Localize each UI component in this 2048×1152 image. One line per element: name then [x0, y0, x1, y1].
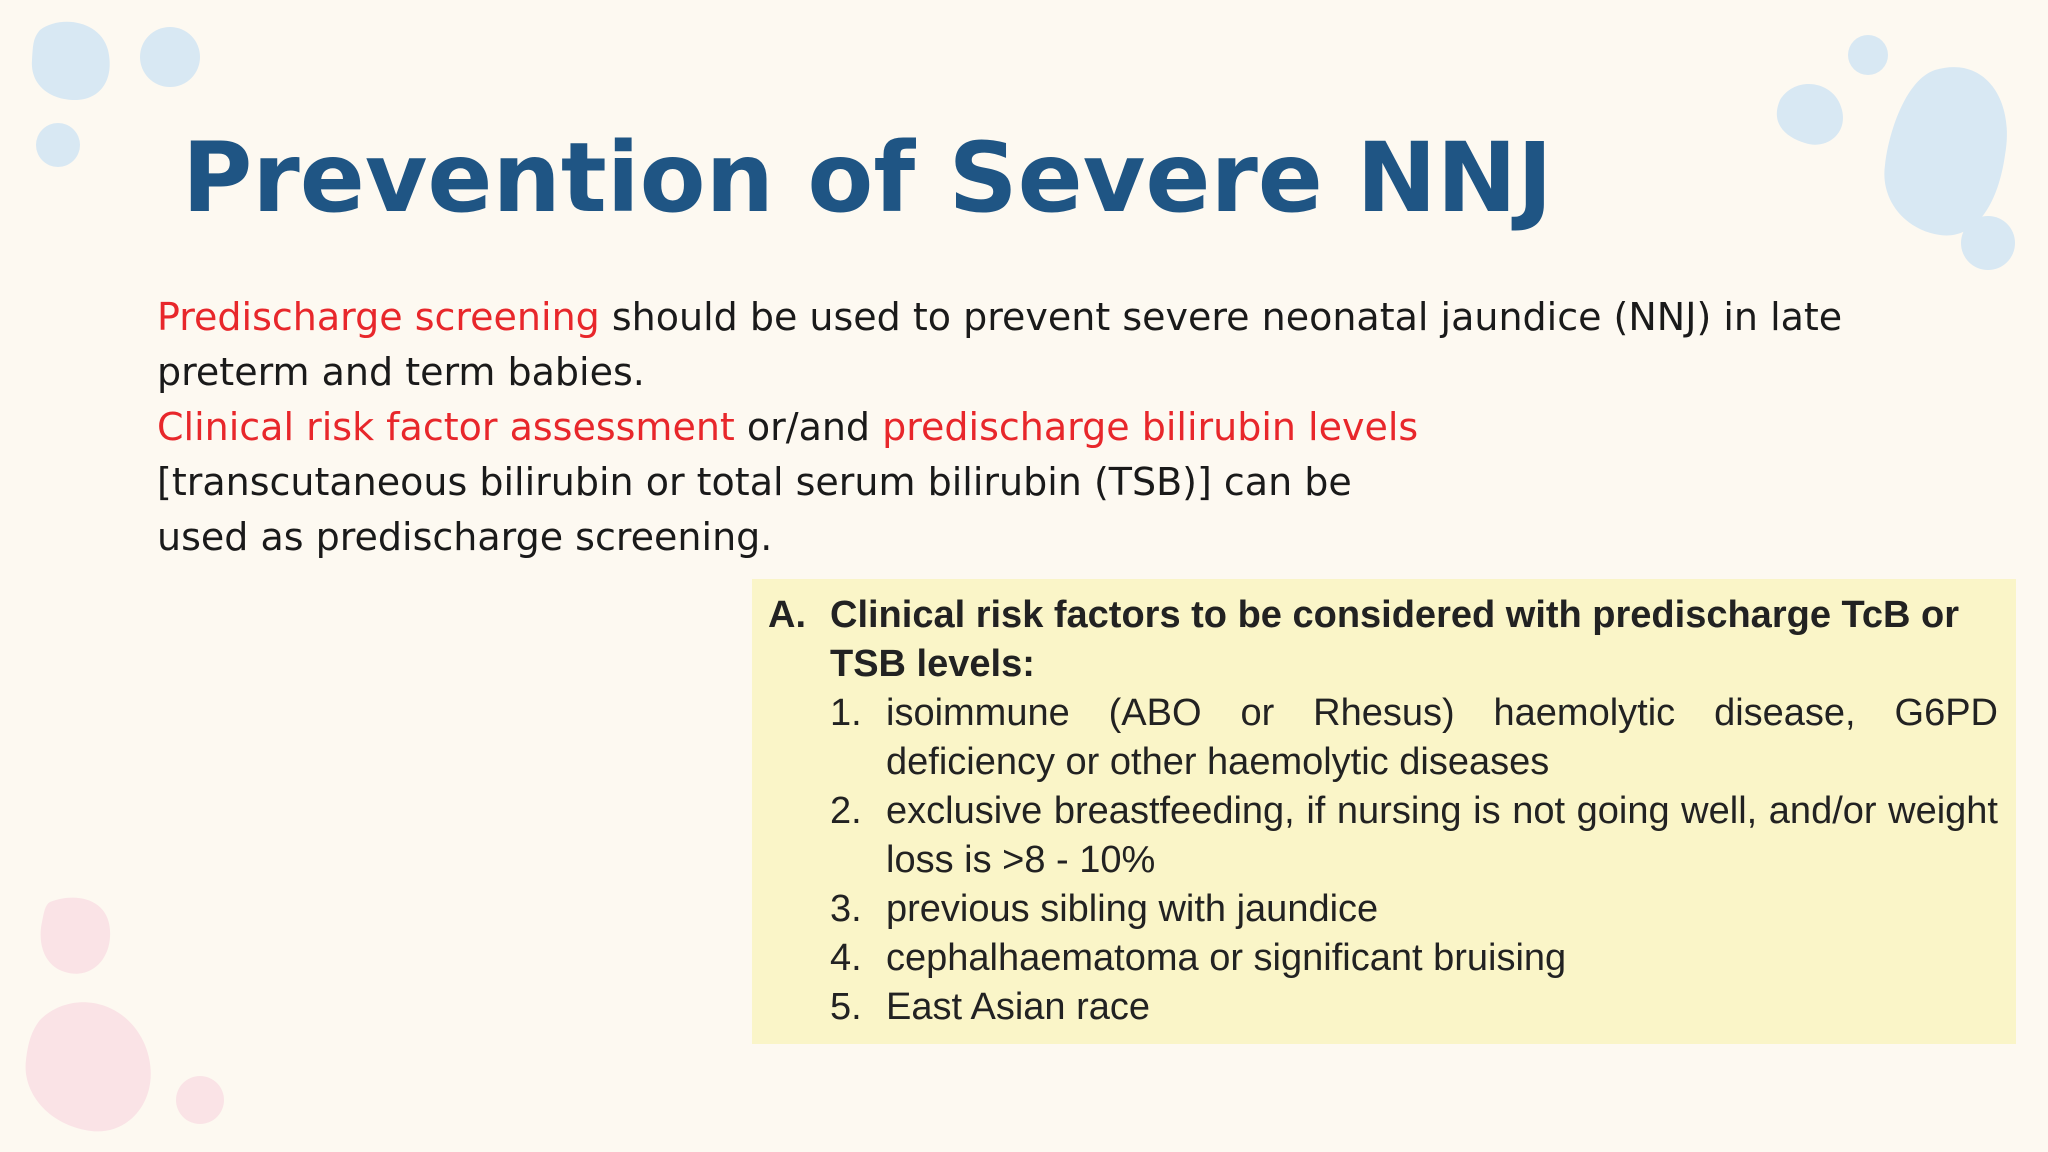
paragraph-screening: [157, 290, 1977, 400]
paragraph-assessment-line-2: [transcutaneous bilirubin or total serum bilirubin (TSB)] can be: [157, 460, 1352, 504]
list-item-text: cephalhaematoma or significant bruising: [886, 937, 1567, 979]
body-text: [157, 290, 1977, 565]
list-item: [830, 934, 1998, 983]
list-item-number: 4.: [830, 937, 862, 979]
decor-blobs-bottom-left: [0, 880, 240, 1152]
risk-factors-list: [830, 689, 1998, 1032]
list-item: [830, 787, 1998, 885]
list-item: [830, 689, 1998, 787]
list-item-text: exclusive breastfeeding, if nursing is not going well, and/or weight loss is >8 - 10%: [886, 790, 1998, 881]
paragraph-assessment: [157, 400, 1977, 455]
list-item-number: 3.: [830, 888, 862, 930]
highlight-bilirubin-levels: predischarge bilirubin levels: [882, 405, 1419, 449]
highlight-predischarge-screening: Predischarge screening: [157, 295, 600, 339]
list-item: [830, 885, 1998, 934]
list-item-number: 1.: [830, 692, 862, 734]
connector-or-and: or/and: [734, 405, 883, 449]
list-item: [830, 983, 1998, 1032]
panel-heading-letter: A.: [768, 594, 806, 636]
list-item-text: East Asian race: [886, 986, 1151, 1028]
list-item-text: isoimmune (ABO or Rhesus) haemolytic disease, G6PD deficiency or other haemolytic diseases: [886, 692, 1998, 783]
list-item-text: previous sibling with jaundice: [886, 888, 1379, 930]
slide-title: Prevention of Severe NNJ: [182, 122, 1553, 234]
highlight-clinical-risk: Clinical risk factor assessment: [157, 405, 735, 449]
list-item-number: 5.: [830, 986, 862, 1028]
panel-heading-text: Clinical risk factors to be considered with predischarge TcB or TSB levels:: [830, 594, 1960, 685]
paragraph-screening-rest: should be used to prevent severe neonatal jaundice (NNJ) in late preterm and term babies.: [157, 295, 1843, 394]
risk-factors-panel: [752, 579, 2016, 1044]
panel-heading: [768, 591, 1998, 689]
decor-blobs-top-right: [1760, 25, 2048, 285]
list-item-number: 2.: [830, 790, 862, 832]
paragraph-assessment-line-3: used as predischarge screening.: [157, 515, 773, 559]
